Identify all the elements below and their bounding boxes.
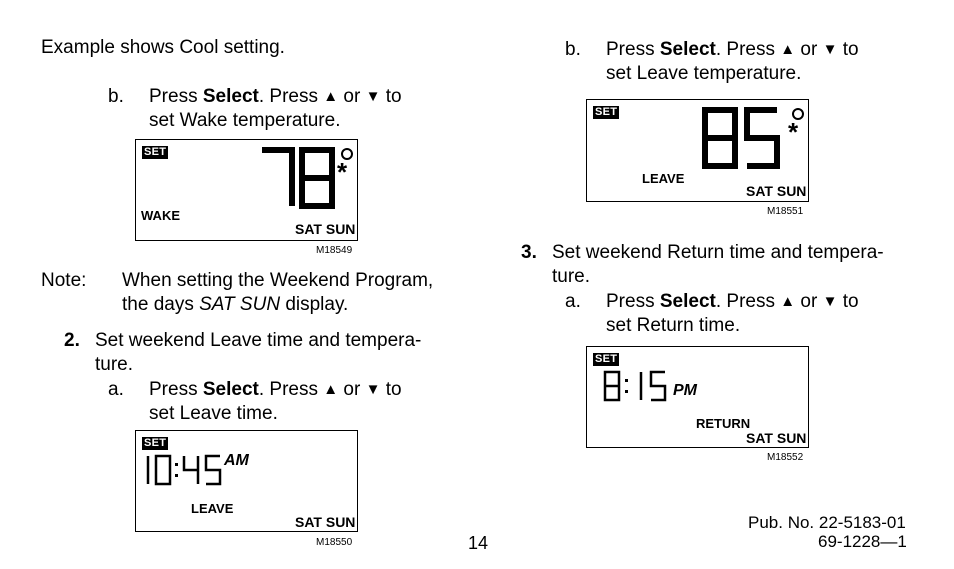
step3-line2: ture. (552, 266, 591, 287)
step3-line1: Set weekend Return time and tempera- (552, 242, 884, 263)
lcd-display-leave-time (135, 430, 358, 532)
left-step-a-marker: a. (108, 379, 124, 400)
left-step-a-line2: set Leave time. (149, 403, 278, 424)
time-digits (601, 369, 673, 403)
up-arrow-icon: ▲ (780, 41, 796, 58)
right-step-b-line2: set Leave temperature. (606, 63, 802, 84)
right-step-a-marker: a. (565, 291, 581, 312)
left-step-a-line1: Press Select. Press ▲ or ▼ to (149, 379, 402, 400)
set-indicator: SET (144, 146, 167, 158)
down-arrow-icon: ▼ (822, 41, 838, 58)
right-step-b-marker: b. (565, 39, 581, 60)
lcd-display-leave-temp (586, 99, 809, 202)
figure-code: M18552 (767, 452, 804, 463)
snowflake-cool-icon: * (337, 157, 348, 187)
intro-text: Example shows Cool setting. (41, 37, 285, 58)
period-label: LEAVE (642, 171, 685, 186)
period-label: RETURN (696, 416, 751, 431)
am-indicator: AM (224, 452, 249, 469)
figure-code: M18550 (316, 537, 353, 548)
lcd-display-wake (135, 139, 358, 241)
document-number: 69-1228—1 (818, 532, 907, 551)
up-arrow-icon: ▲ (323, 381, 339, 398)
figure-code: M18549 (316, 245, 353, 256)
days-indicator: SAT SUN (295, 221, 356, 237)
temperature-digits (701, 106, 783, 170)
set-indicator: SET (144, 437, 167, 449)
left-step-b-marker: b. (108, 86, 124, 107)
set-indicator: SET (595, 353, 618, 365)
step2-number: 2. (64, 330, 80, 351)
snowflake-cool-icon: * (788, 117, 799, 147)
period-label: WAKE (141, 208, 180, 223)
down-arrow-icon: ▼ (822, 293, 838, 310)
page-number: 14 (468, 533, 489, 553)
right-step-a-line1: Press Select. Press ▲ or ▼ to (606, 291, 859, 312)
days-indicator: SAT SUN (746, 430, 807, 446)
note-line2: the days SAT SUN display. (122, 294, 349, 315)
up-arrow-icon: ▲ (780, 293, 796, 310)
note-label: Note: (41, 270, 87, 291)
set-indicator: SET (595, 106, 618, 118)
left-step-b-line2: set Wake temperature. (149, 110, 341, 131)
figure-code: M18551 (767, 206, 804, 217)
step2-line2: ture. (95, 354, 134, 375)
left-step-b-line1: Press Select. Press ▲ or ▼ to (149, 86, 402, 107)
pm-indicator: PM (673, 382, 697, 399)
period-label: LEAVE (191, 501, 234, 516)
up-arrow-icon: ▲ (323, 88, 339, 105)
time-digits (142, 453, 224, 487)
days-indicator: SAT SUN (295, 514, 356, 530)
note-line1: When setting the Weekend Program, (122, 270, 434, 291)
down-arrow-icon: ▼ (365, 88, 381, 105)
step2-line1: Set weekend Leave time and tempera- (95, 330, 422, 351)
publication-number: Pub. No. 22-5183-01 (748, 513, 906, 532)
lcd-display-return-time (586, 346, 809, 448)
down-arrow-icon: ▼ (365, 381, 381, 398)
temperature-digits (258, 146, 338, 210)
step3-number: 3. (521, 242, 537, 263)
right-step-a-line2: set Return time. (606, 315, 741, 336)
days-indicator: SAT SUN (746, 183, 807, 199)
right-step-b-line1: Press Select. Press ▲ or ▼ to (606, 39, 859, 60)
